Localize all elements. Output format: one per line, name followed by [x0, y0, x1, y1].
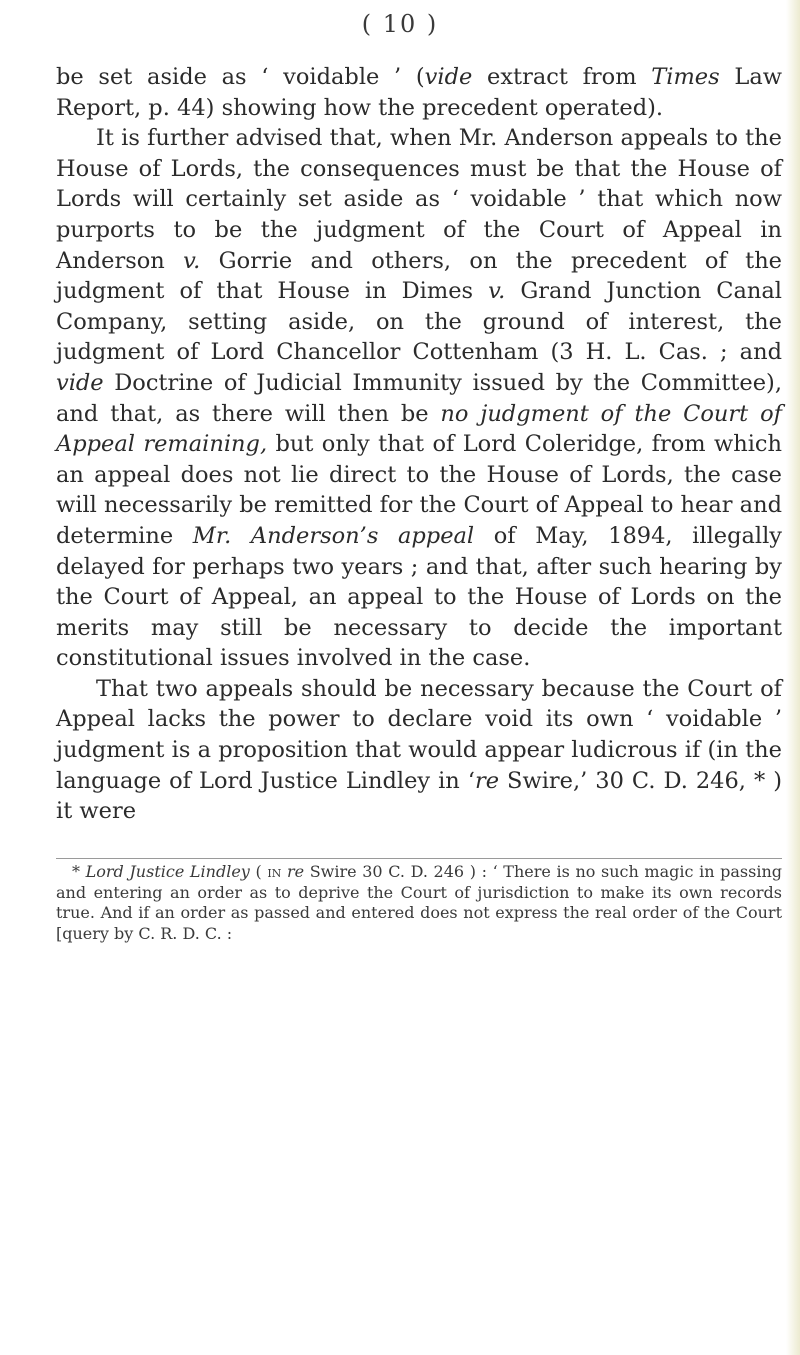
paragraph-1-text-a: be set aside as ‘ voidable ’ ( [56, 64, 425, 90]
footnote-paragraph [56, 862, 782, 944]
paragraph-2-text-k: of May, 1894, illegally delayed for perhaps two years ; and that, after such hearing by the Court of Appeal, an appeal to the House of Lords on the merits may still be necessary to decide the important constitutional issues involved in the case. [56, 522, 783, 672]
paragraph-2-italic-v-2: v. [488, 278, 506, 305]
footnote-marker: * [72, 862, 86, 881]
paragraph-2-italic-v-1: v. [183, 247, 201, 274]
paragraph-3 [56, 674, 782, 827]
paragraph-1-italic-times: Times [651, 64, 720, 90]
paragraph-1-italic-vide: vide [424, 64, 473, 90]
paragraph-2-text-e: Grand Junction Canal Company, setting aside, on the ground of interest, the judgment of Lord Chancellor Cottenham (3 H. L. Cas. ; and [56, 278, 783, 366]
paragraph-1-text-c: extract from [472, 64, 652, 90]
footnote-text-c: ( [249, 862, 268, 881]
paragraph-2-text-c: Gorrie and others, on the precedent of the judgment of that House in Dimes [56, 247, 782, 305]
paragraph-2-italic-vide: vide [56, 369, 104, 396]
page-edge-shadow [786, 0, 800, 1355]
paragraph-2-italic-no-judgment: no judgment of the Court of Appeal remaining, [56, 400, 782, 458]
footnote-italic-re: re [286, 862, 305, 881]
paragraph-2-italic-appeal: Mr. Anderson’s appeal [192, 522, 475, 549]
footnote-text-in: in [267, 862, 282, 881]
footnote [56, 862, 782, 944]
paragraph-1-text-e: Law Report, p. 44) showing how the precedent operated). [56, 64, 782, 121]
footnote-text-g: Swire 30 C. D. 246 ) : ‘ There is no such magic in passing and entering an order as to deprive the Court of jurisdiction to make its own records true. And if an order as passed and entered does not express the real order of the Court [query by C. R. D. C. : [56, 862, 782, 943]
paragraph-2 [56, 123, 782, 674]
paragraph-3-text-c: Swire,’ 30 C. D. 246, * ) it were [56, 767, 782, 825]
footnote-rule [56, 858, 782, 859]
footnote-italic-lindley: Lord Justice Lindley [85, 862, 250, 881]
paragraph-2-text-i: but only that of Lord Coleridge, from which an appeal does not lie direct to the House of Lords, the case will necessarily be remitted for the Court of Appeal to hear and determine [56, 431, 782, 549]
paragraph-3-text-a: That two appeals should be necessary because the Court of Appeal lacks the power to declare void its own ‘ voidable ’ judgment is a proposition that would appear ludicrous if (in the language of Lord Justice Lindley in ‘ [56, 675, 782, 794]
paragraph-2-text-a: It is further advised that, when Mr. Anderson appeals to the House of Lords, the consequences must be that the House of Lords will certainly set aside as ‘ voidable ’ that which now purports to be the judgment of the Court of Appeal in Anderson [56, 125, 782, 274]
body-text [56, 62, 782, 827]
paragraph-2-text-g: Doctrine of Judicial Immunity issued by the Committee), and that, as there will then be [56, 369, 782, 427]
page-number: ( 10 ) [361, 10, 439, 38]
paragraph-3-italic-re: re [474, 767, 500, 794]
paragraph-1 [56, 62, 782, 123]
